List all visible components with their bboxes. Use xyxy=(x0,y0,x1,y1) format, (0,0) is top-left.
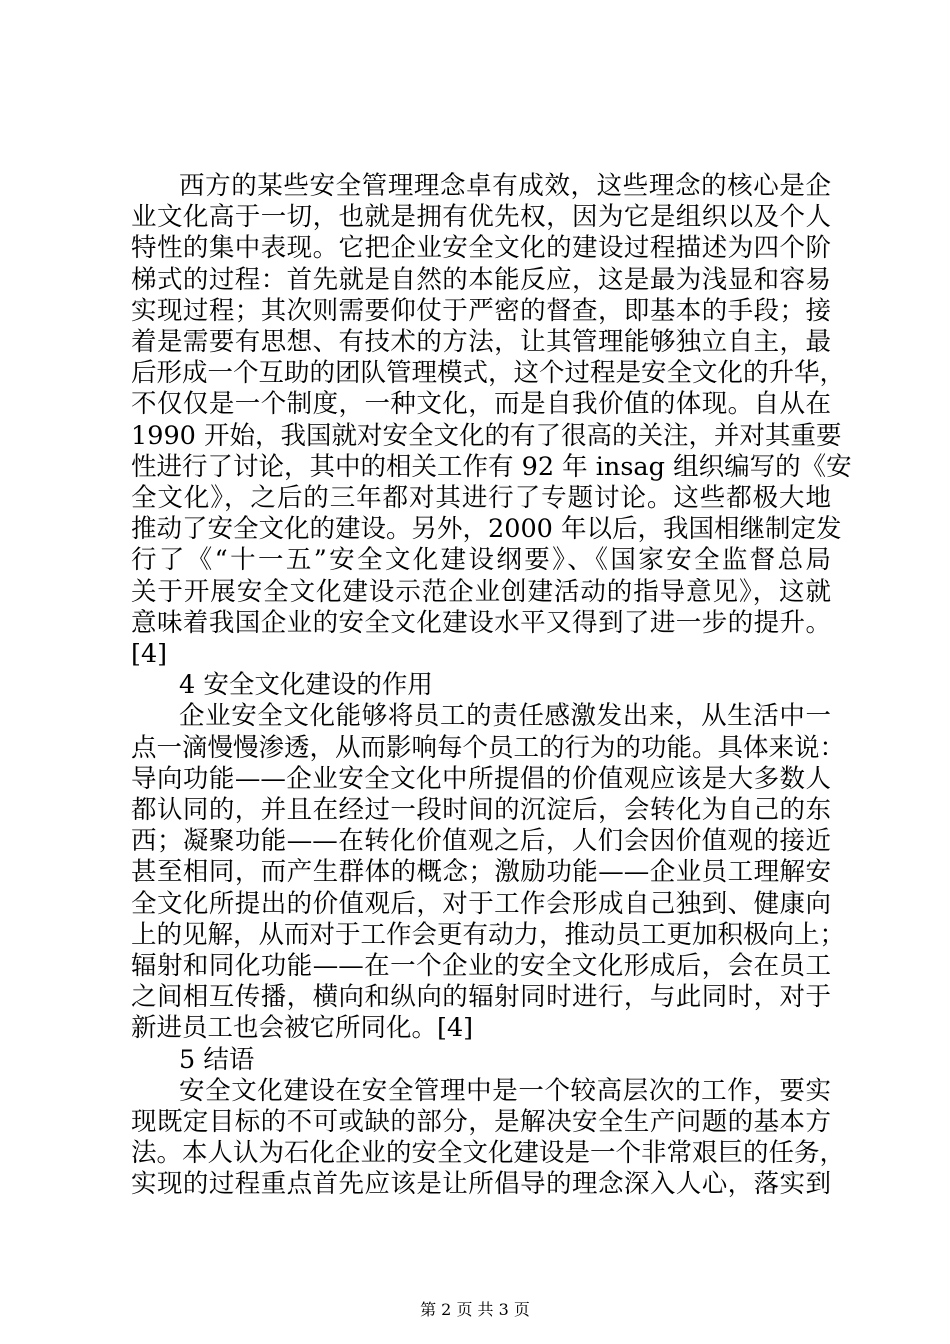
text-line: 后形成一个互助的团队管理模式，这个过程是安全文化的升华， xyxy=(131,358,846,389)
text-line: 特性的集中表现。它把企业安全文化的建设过程描述为四个阶 xyxy=(131,233,831,264)
text-line: 西；凝聚功能——在转化价值观之后，人们会因价值观的接近 xyxy=(131,826,831,857)
text-line: 全文化所提出的价值观后，对于工作会形成自己独到、健康向 xyxy=(131,888,831,919)
text-line: [4] xyxy=(131,639,168,669)
text-line: 现既定目标的不可或缺的部分，是解决安全生产问题的基本方 xyxy=(131,1107,831,1137)
text-line: 西方的某些安全管理理念卓有成效，这些理念的核心是企 xyxy=(179,171,831,201)
text-line: 实现过程；其次则需要仰仗于严密的督查，即基本的手段；接 xyxy=(131,295,831,326)
text-line: 安全文化建设在安全管理中是一个较高层次的工作，要实 xyxy=(179,1075,831,1106)
text-line: 行了《“十一五”安全文化建设纲要》、《国家安全监督总局 xyxy=(131,545,831,576)
text-line: 法。本人认为石化企业的安全文化建设是一个非常艰巨的任务， xyxy=(131,1138,846,1169)
text-line: 导向功能——企业安全文化中所提倡的价值观应该是大多数人 xyxy=(131,763,831,794)
text-line: 梯式的过程：首先就是自然的本能反应，这是最为浅显和容易 xyxy=(131,264,831,295)
text-line: 之间相互传播，横向和纵向的辐射同时进行，与此同时，对于 xyxy=(131,982,831,1013)
text-line: 不仅仅是一个制度，一种文化，而是自我价值的体现。自从在 xyxy=(131,389,831,420)
text-line: 性进行了讨论，其中的相关工作有 92 年 insag 组织编写的《安 xyxy=(131,451,852,482)
text-line: 上的见解，从而对于工作会更有动力，推动员工更加积极向上； xyxy=(131,919,846,950)
text-line: 辐射和同化功能——在一个企业的安全文化形成后，会在员工 xyxy=(131,951,831,981)
text-line: 新进员工也会被它所同化。[4] xyxy=(131,1013,474,1044)
text-line: 实现的过程重点首先应该是让所倡导的理念深入人心，落实到 xyxy=(131,1169,831,1200)
text-line: 着是需要有思想、有技术的方法，让其管理能够独立自主，最 xyxy=(131,327,831,357)
text-line: 甚至相同，而产生群体的概念；激励功能——企业员工理解安 xyxy=(131,857,831,888)
page-footer: 第 2 页 共 3 页 xyxy=(420,1300,530,1319)
text-line: 点一滴慢慢渗透，从而影响每个员工的行为的功能。具体来说： xyxy=(131,732,846,763)
text-line: 业文化高于一切，也就是拥有优先权，因为它是组织以及个人 xyxy=(131,202,831,233)
text-line: 5 结语 xyxy=(179,1044,255,1075)
text-line: 关于开展安全文化建设示范企业创建活动的指导意见》，这就 xyxy=(131,576,831,607)
text-line: 都认同的，并且在经过一段时间的沉淀后，会转化为自己的东 xyxy=(131,795,831,825)
text-line: 全文化》，之后的三年都对其进行了专题讨论。这些都极大地 xyxy=(131,483,831,513)
text-line: 4 安全文化建设的作用 xyxy=(179,670,433,701)
text-line: 企业安全文化能够将员工的责任感激发出来，从生活中一 xyxy=(179,701,831,732)
text-line: 推动了安全文化的建设。另外，2000 年以后，我国相继制定发 xyxy=(131,514,842,545)
text-line: 1990 开始，我国就对安全文化的有了很高的关注，并对其重要 xyxy=(131,420,842,451)
text-line: 意味着我国企业的安全文化建设水平又得到了进一步的提升。 xyxy=(131,607,831,638)
